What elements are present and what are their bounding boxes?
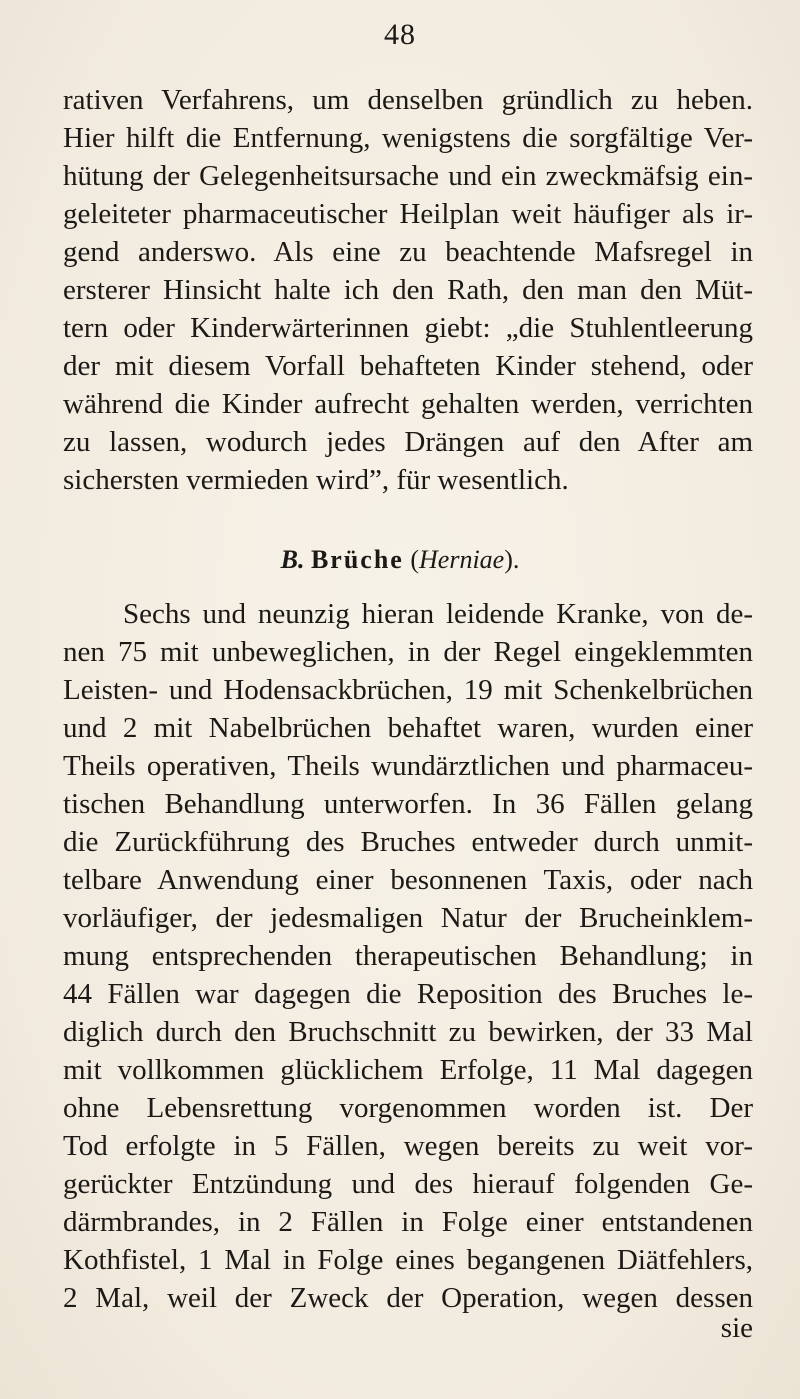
- text-line: 44 Fällen war dagegen die Reposition des Bruches le-: [63, 978, 753, 1010]
- section-title: Brüche: [310, 545, 404, 574]
- text-line: därmbrandes, in 2 Fällen in Folge einer entstandenen: [63, 1206, 753, 1238]
- text-line: mung entsprechenden therapeutischen Behandlung; in: [63, 940, 753, 972]
- text-line: nen 75 mit unbeweglichen, in der Regel eingeklemmten: [63, 636, 753, 668]
- latin-open-paren: (: [410, 545, 420, 574]
- text-line: geleiteter pharmaceutischer Heilplan weit häufiger als ir-: [63, 198, 753, 230]
- text-line: diglich durch den Bruchschnitt zu bewirken, der 33 Mal: [63, 1016, 753, 1048]
- text-line: sichersten vermieden wird”, für wesentlich.: [63, 464, 569, 496]
- text-line: 2 Mal, weil der Zweck der Operation, wegen dessen: [63, 1282, 753, 1314]
- text-line: während die Kinder aufrecht gehalten werden, verrichten: [63, 388, 753, 420]
- text-line: gend anderswo. Als eine zu beachtende Mafsregel in: [63, 236, 753, 268]
- catchword: sie: [720, 1312, 753, 1344]
- text-line: rativen Verfahrens, um denselben gründlich zu heben.: [63, 84, 753, 116]
- text-line: Theils operativen, Theils wundärztlichen und pharmaceu-: [63, 750, 753, 782]
- text-line: tischen Behandlung unterworfen. In 36 Fällen gelang: [63, 788, 753, 820]
- text-line: ohne Lebensrettung vorgenommen worden ist. Der: [63, 1092, 753, 1124]
- page-number: 48: [384, 18, 416, 51]
- text-line: gerückter Entzündung und des hierauf folgenden Ge-: [63, 1168, 753, 1200]
- text-line: und 2 mit Nabelbrüchen behaftet waren, wurden einer: [63, 712, 753, 744]
- text-line: ersterer Hinsicht halte ich den Rath, den man den Müt-: [63, 274, 753, 306]
- section-latin-term: Herniae: [419, 545, 505, 574]
- text-line: Hier hilft die Entfernung, wenigstens die sorgfältige Ver-: [63, 122, 753, 154]
- latin-close-paren: ).: [504, 545, 520, 574]
- text-line: telbare Anwendung einer besonnenen Taxis, oder nach: [63, 864, 753, 896]
- text-line: der mit diesem Vorfall behafteten Kinder stehend, oder: [63, 350, 753, 382]
- text-line: hütung der Gelegenheitsursache und ein zweckmäfsig ein-: [63, 160, 753, 192]
- text-line: Sechs und neunzig hieran leidende Kranke, von de-: [123, 598, 753, 630]
- text-line: mit vollkommen glücklichem Erfolge, 11 Mal dagegen: [63, 1054, 753, 1086]
- text-line: tern oder Kinderwärterinnen giebt: „die Stuhlentleerung: [63, 312, 753, 344]
- text-line: zu lassen, wodurch jedes Drängen auf den After am: [63, 426, 753, 458]
- text-line: Leisten- und Hodensackbrüchen, 19 mit Schenkelbrüchen: [63, 674, 753, 706]
- text-line: vorläufiger, der jedesmaligen Natur der Brucheinklem-: [63, 902, 753, 934]
- text-line: Kothfistel, 1 Mal in Folge eines begangenen Diätfehlers,: [63, 1244, 753, 1276]
- section-letter: B.: [280, 545, 305, 574]
- text-line: die Zurückführung des Bruches entweder durch unmit-: [63, 826, 753, 858]
- text-line: Tod erfolgte in 5 Fällen, wegen bereits zu weit vor-: [63, 1130, 753, 1162]
- section-heading: [0, 542, 800, 578]
